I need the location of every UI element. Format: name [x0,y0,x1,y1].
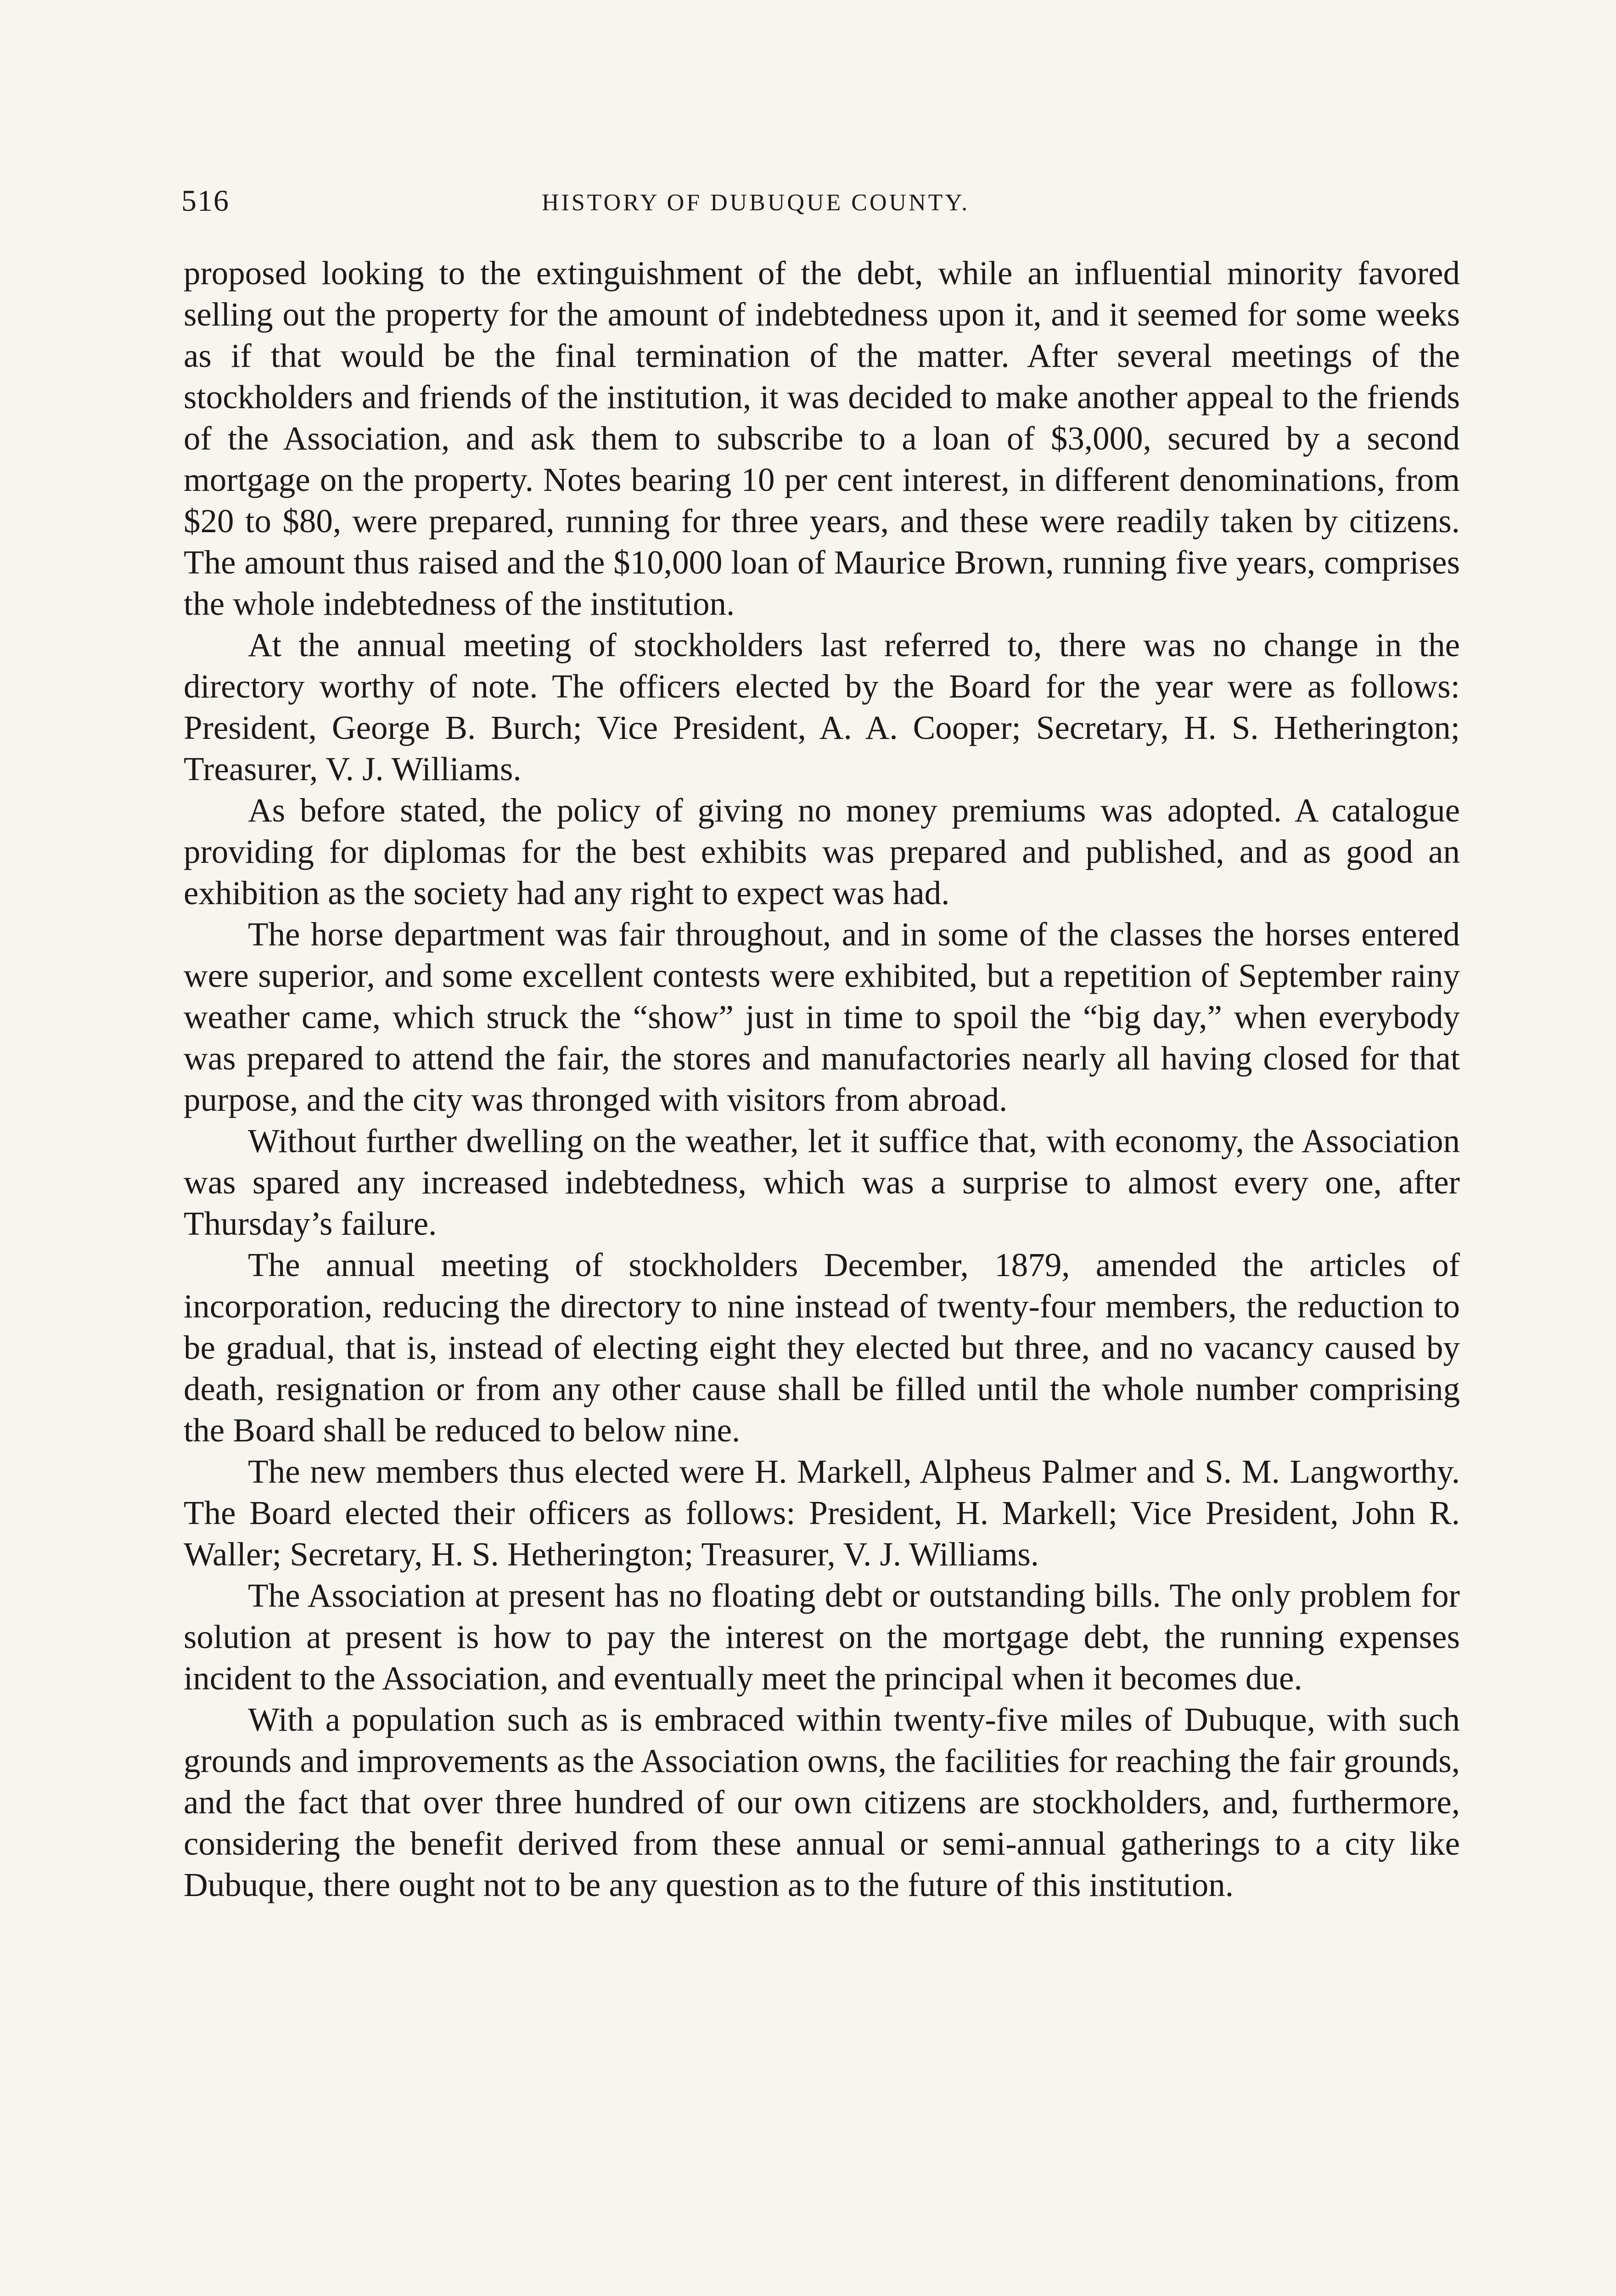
paragraph-new-members: The new members thus elected were H. Markell, Alpheus Palmer and S. M. Langworthy. The Board elected their officers as follows: President, H. Markell; Vice President, John R. Waller; Secretary, H. S. Hetherington; Treasurer, V. J. Williams. [184,1453,1460,1573]
paragraph-annual-meeting: At the annual meeting of stockholders last referred to, there was no change in the directory worthy of note. The officers elected by the Board for the year were as follows: President, George B. Burch; Vice President, A. A. Cooper; Secretary, H. S. Hetherington; Treasurer, V. J. Williams. [184,626,1460,788]
page-number: 516 [181,184,230,218]
paragraph-finances: The Association at present has no floating debt or outstanding bills. The only problem for solution at present is how to pay the interest on the mortgage debt, the running expenses incident to the Association, and eventually meet the principal when it becomes due. [184,1577,1460,1697]
paragraph-debt: proposed looking to the extinguishment of the debt, while an influential minority favored selling out the property for the amount of indebtedness upon it, and it seemed for some weeks as if that would be the final termination of the matter. After several meetings of the stockholders and friends of the institution, it was decided to make another appeal to the friends of the Association, and ask them to subscribe to a loan of $3,000, secured by a second mortgage on the property. Notes bearing 10 per cent interest, in different denominations, from $20 to $80, were prepared, running for three years, and these were readily taken by citizens. The amount thus raised and the $10,000 loan of Maurice Brown, running five years, comprises the whole indebtedness of the institution. [184,254,1460,622]
paragraph-premiums: As before stated, the policy of giving no money premiums was adopted. A catalogue providing for diplomas for the best exhibits was prepared and published, and as good an exhibition as the society had any right to expect was had. [184,792,1460,912]
paragraph-weather: Without further dwelling on the weather, let it suffice that, with economy, the Association was spared any increased indebtedness, which was a surprise to almost every one, after Thursday’s failure. [184,1122,1460,1242]
paragraph-future: With a population such as is embraced within twenty-five miles of Dubuque, with such grounds and improvements as the Association owns, the facilities for reaching the fair grounds, and the fact that over three hundred of our own citizens are stockholders, and, furthermore, considering the benefit derived from these annual or semi-annual gatherings to a city like Dubuque, there ought not to be any question as to the future of this institution. [184,1701,1460,1903]
body-text [184,253,1460,1906]
paragraph-horse-department: The horse department was fair throughout, and in some of the classes the horses entered were superior, and some excellent contests were exhibited, but a repetition of September rainy weather came, which struck the “show” just in time to spoil the “big day,” when everybody was prepared to attend the fair, the stores and manufactories nearly all having closed for that purpose, and the city was thronged with visitors from abroad. [184,916,1460,1118]
running-head: HISTORY OF DUBUQUE COUNTY. [542,190,970,216]
paragraph-articles-amended: The annual meeting of stockholders December, 1879, amended the articles of incorporation, reducing the directory to nine instead of twenty-four members, the reduction to be gradual, that is, instead of electing eight they elected but three, and no vacancy caused by death, resignation or from any other cause shall be filled until the whole number comprising the Board shall be reduced to below nine. [184,1246,1460,1449]
